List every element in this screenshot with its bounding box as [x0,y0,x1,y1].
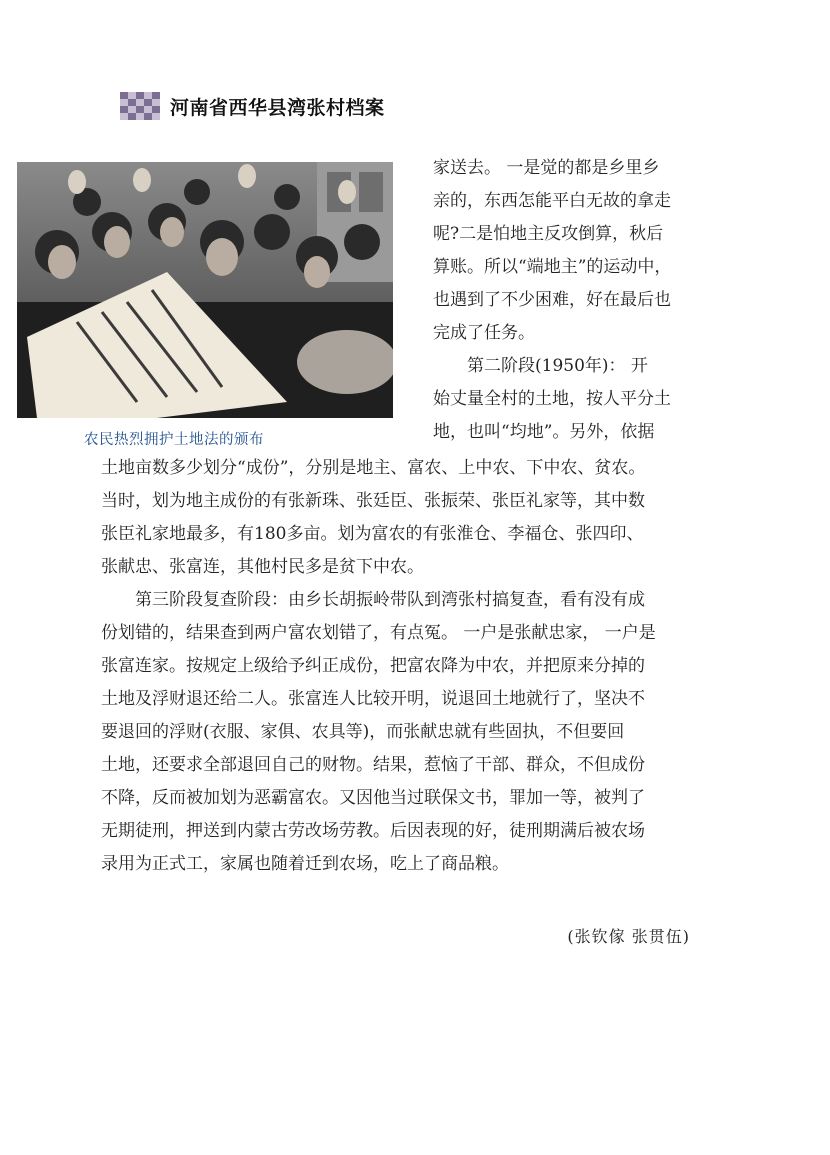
text-line: 土地，还要求全部退回自己的财物。结果，惹恼了干部、群众，不但成份 [101,755,645,775]
page-title: 河南省西华县湾张村档案 [170,97,385,119]
text-line: 第三阶段复查阶段：由乡长胡振岭带队到湾张村搞复查，看有没有成 [135,590,645,610]
text-line: 当时，划为地主成份的有张新珠、张廷臣、张振荣、张臣礼家等，其中数 [101,491,645,511]
text-line: 不降，反而被加划为恶霸富农。又因他当过联保文书，罪加一等，被判了 [101,788,645,808]
text-line: 也遇到了不少困难，好在最后也 [433,290,671,310]
text-line: 份划错的，结果查到两户富农划错了，有点冤。 一户是张献忠家， 一户是 [101,623,656,643]
text-line: 呢?二是怕地主反攻倒算，秋后 [433,224,664,244]
text-line: 录用为正式工，家属也随着迁到农场，吃上了商品粮。 [101,854,509,874]
text-line: 始丈量全村的土地，按人平分土 [433,389,671,409]
text-line: 无期徒刑，押送到内蒙古劳改场劳教。后因表现的好，徒刑期满后被农场 [101,821,645,841]
text-line: 算账。所以“端地主”的运动中， [433,257,672,277]
text-line: 第二阶段(1950年)： 开 [467,356,648,376]
text-line: 张富连家。按规定上级给予纠正成份，把富农降为中农，并把原来分掉的 [101,656,645,676]
text-line: 张臣礼家地最多，有180多亩。划为富农的有张淮仓、李福仓、张四印、 [101,524,644,544]
right-column-text [433,152,695,449]
text-line: 家送去。 一是觉的都是乡里乡 [433,158,660,178]
text-line: 地，也叫“均地”。另外，依据 [433,422,655,442]
author-signature: (张钦傢 张贯伍) [567,927,690,946]
text-line: 张献忠、张富连，其他村民多是贫下中农。 [101,557,424,577]
photo-caption: 农民热烈拥护土地法的颁布 [84,432,264,448]
full-width-text [101,452,695,881]
text-line: 土地及浮财退还给二人。张富连人比较开明，说退回土地就行了，坚决不 [101,689,645,709]
text-line: 亲的，东西怎能平白无故的拿走 [433,191,671,211]
text-line: 土地亩数多少划分“成份”，分别是地主、富农、上中农、下中农、贫农。 [101,458,646,478]
historical-photo [17,162,393,418]
text-line: 完成了任务。 [433,323,535,343]
text-line: 要退回的浮财(衣服、家俱、农具等)，而张献忠就有些固执，不但要回 [101,722,625,742]
header-decoration-icon [120,92,160,120]
